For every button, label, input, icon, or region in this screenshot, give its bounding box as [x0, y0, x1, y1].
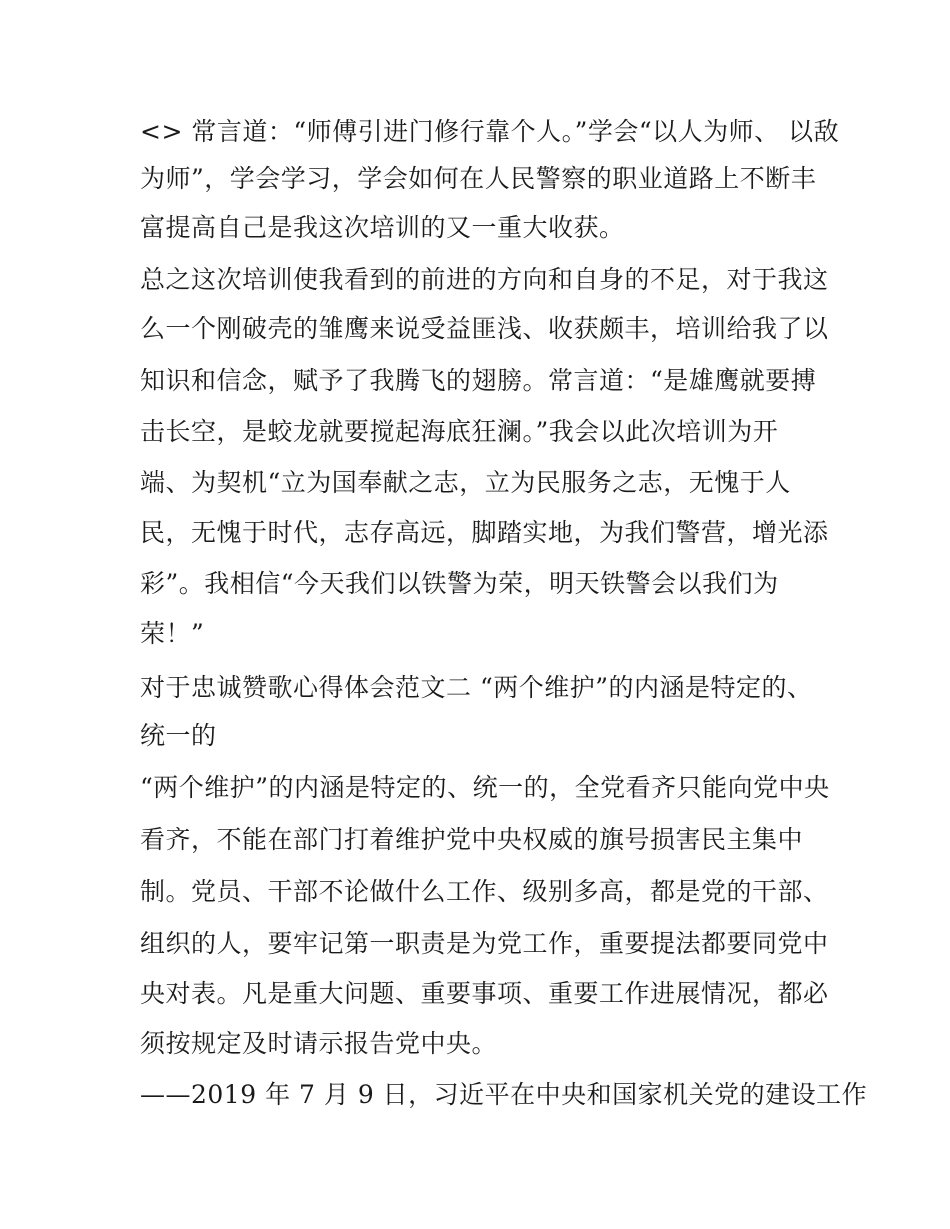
text-line: 击长空，是蛟龙就要搅起海底狂澜。”我会以此次培训为开 [140, 417, 779, 446]
section-heading: 对于忠诚赞歌心得体会范文二 “两个维护”的内涵是特定的、 [140, 673, 813, 702]
text-line: 央对表。凡是重大问题、重要事项、重要工作进展情况，都必 [140, 979, 829, 1008]
text-line: 制。党员、干部不论做什么工作、级别多高，都是党的干部、 [140, 877, 829, 906]
text-line: 须按规定及时请示报告党中央。 [140, 1029, 498, 1058]
text-line: 端、为契机“立为国奉献之志，立为民服务之志，无愧于人 [140, 468, 791, 497]
text-line: 知识和信念，赋予了我腾飞的翅膀。常言道：“是雄鹰就要搏 [140, 366, 817, 395]
text-line: 荣！” [140, 619, 205, 648]
text-line: “两个维护”的内涵是特定的、统一的，全党看齐只能向党中央 [140, 773, 830, 802]
text-line: 彩”。我相信“今天我们以铁警为荣，明天铁警会以我们为 [140, 569, 779, 598]
text-line: 总之这次培训使我看到的前进的方向和自身的不足，对于我这 [140, 265, 829, 294]
text-line: 民，无愧于时代，志存高远，脚踏实地，为我们警营，增光添 [140, 518, 829, 547]
text-line: <> 常言道：“师傅引进门修行靠个人。”学会“以人为师、 以敌 [140, 117, 840, 146]
section-heading-continued: 统一的 [140, 721, 217, 750]
text-line: 为师”，学会学习，学会如何在人民警察的职业道路上不断丰 [140, 164, 817, 193]
text-line: ——2019 年 7 月 9 日，习近平在中央和国家机关党的建设工作 [140, 1080, 868, 1109]
text-line: 富提高自己是我这次培训的又一重大收获。 [140, 213, 625, 242]
text-line: 么一个刚破壳的雏鹰来说受益匪浅、收获颇丰，培训给我了以 [140, 314, 829, 343]
text-line: 组织的人，要牢记第一职责是为党工作，重要提法都要同党中 [140, 929, 829, 958]
text-line: 看齐，不能在部门打着维护党中央权威的旗号损害民主集中 [140, 825, 804, 854]
